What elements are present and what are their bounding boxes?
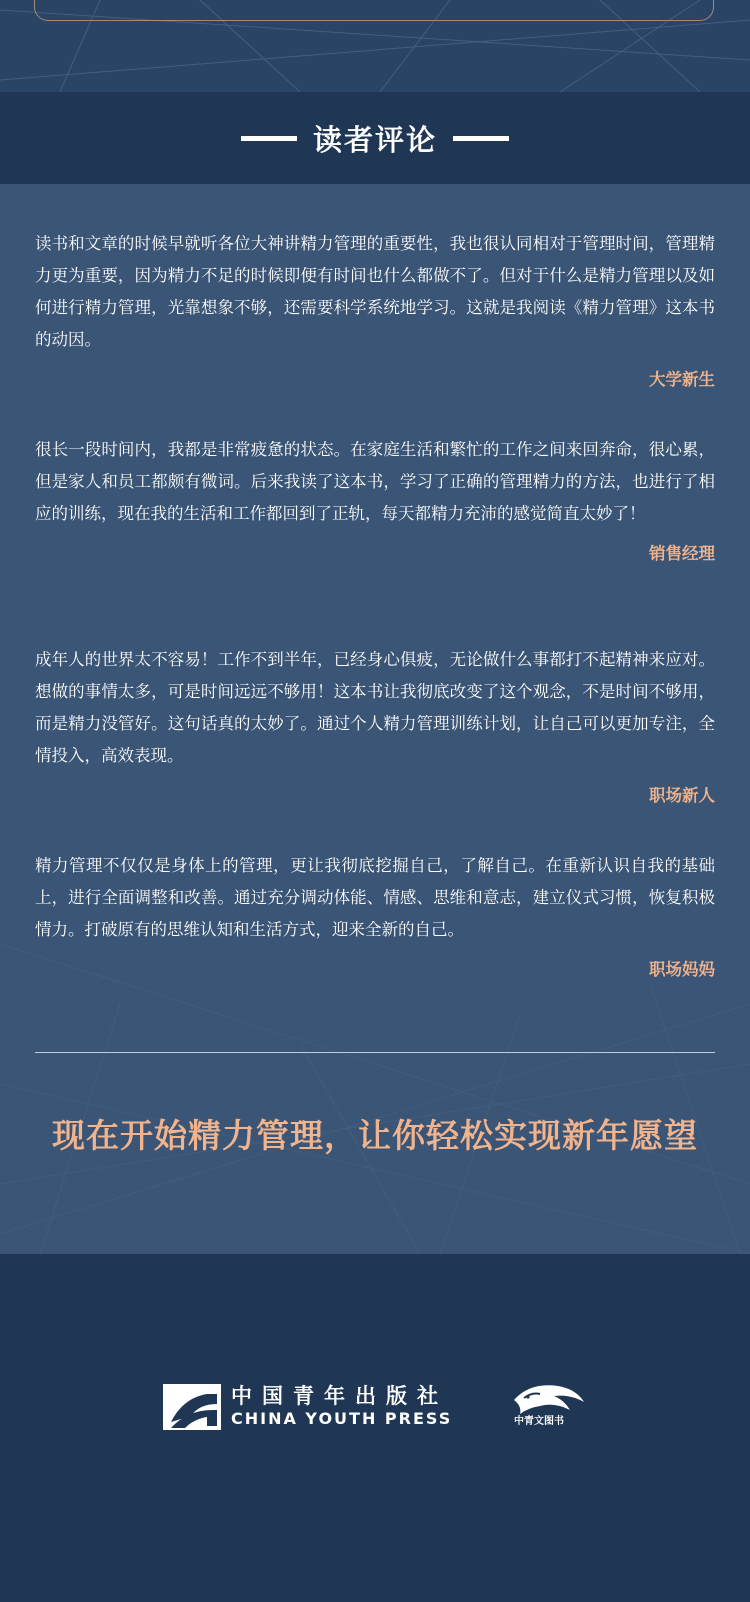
footer	[0, 1254, 750, 1602]
review-author: 职场新人	[649, 786, 715, 805]
section-header	[0, 92, 750, 184]
review-text: 读书和文章的时候早就听各位大神讲精力管理的重要性，我也很认同相对于管理时间，管理精力更为重要，因为精力不足的时候即便有时间也什么都做不了。但对于什么是精力管理以及如何进行精力管理，光靠想象不够，还需要科学系统地学习。这就是我阅读《精力管理》这本书的动因。	[35, 234, 715, 349]
section-divider	[35, 1052, 715, 1053]
review-author: 销售经理	[649, 544, 715, 563]
review-text: 成年人的世界太不容易！工作不到半年，已经身心俱疲，无论做什么事都打不起精神来应对。想做的事情太多，可是时间远远不够用！这本书让我彻底改变了这个观念，不是时间不够用，而是精力没管好。这句话真的太妙了。通过个人精力管理训练计划，让自己可以更加专注，全情投入，高效表现。	[35, 650, 715, 765]
publisher-name-cn: 中国青年出版社	[231, 1383, 448, 1408]
slogan: 现在开始精力管理，让你轻松实现新年愿望	[52, 1116, 698, 1155]
review-item	[35, 850, 715, 980]
header-right-line	[453, 136, 509, 141]
china-youth-press-logo	[163, 1384, 452, 1430]
top-frame-border	[34, 0, 714, 21]
review-author: 职场妈妈	[649, 960, 715, 979]
review-author: 大学新生	[649, 370, 715, 389]
review-text: 精力管理不仅仅是身体上的管理，更让我彻底挖掘自己，了解自己。在重新认识自我的基础上，进行全面调整和改善。通过充分调动体能、情感、思维和意志，建立仪式习惯，恢复积极情力。打破原有的思维认知和生活方式，迎来全新的自己。	[35, 856, 715, 939]
section-title: 读者评论	[312, 122, 437, 157]
review-item	[35, 434, 715, 564]
header-left-line	[241, 136, 297, 141]
reviews-panel	[0, 184, 750, 1254]
review-item	[35, 228, 715, 390]
publisher-name-en: CHINA YOUTH PRESS	[231, 1409, 453, 1428]
cyp-wordmark	[231, 1384, 452, 1430]
imprint-name: 中青文图书	[514, 1416, 564, 1427]
review-text: 很长一段时间内，我都是非常疲惫的状态。在家庭生活和繁忙的工作之间来回奔命，很心累，但是家人和员工都颇有微词。后来我读了这本书，学习了正确的管理精力的方法，也进行了相应的训练，现在我的生活和工作都回到了正轨，每天都精力充沛的感觉简直太妙了！	[35, 440, 715, 523]
top-decoration-band	[0, 0, 750, 92]
cyp-emblem-icon	[163, 1384, 221, 1430]
review-item	[35, 644, 715, 806]
